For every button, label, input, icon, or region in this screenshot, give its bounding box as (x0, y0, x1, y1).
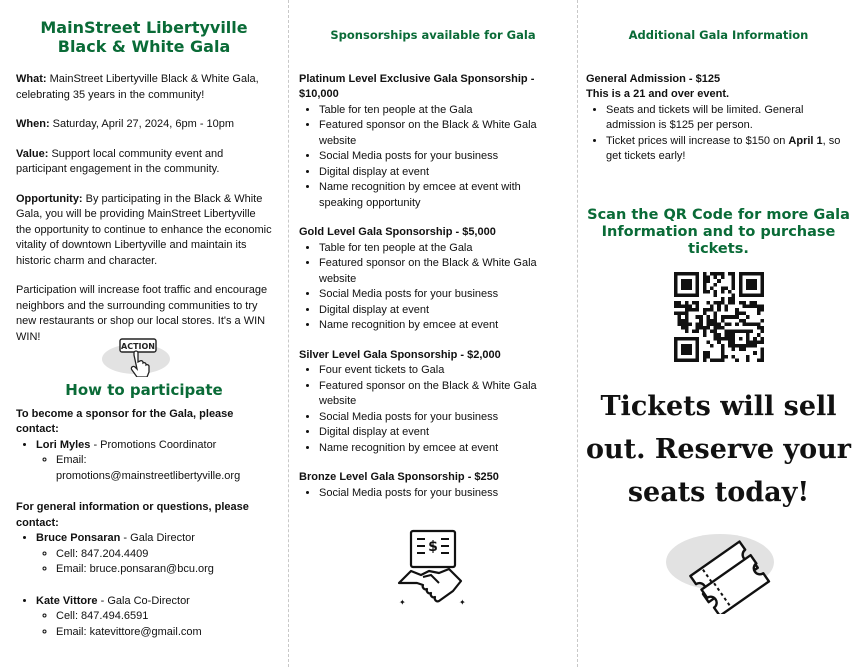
tier-benefit: • Name recognition by emcee at event (319, 318, 567, 334)
how-to-participate-heading: How to participate (65, 381, 223, 399)
tier-gold (299, 225, 567, 334)
contact-detail: ◦ Cell: 847.204.4409 (56, 547, 272, 563)
tier-title: Bronze Level Gala Sponsorship - $250 (299, 471, 499, 483)
tier-benefit: • Table for ten people at the Gala (319, 241, 567, 257)
when-paragraph (16, 117, 272, 133)
tier-benefit: • Table for ten people at the Gala (319, 103, 567, 119)
tier-benefit: • Four event tickets to Gala (319, 363, 567, 379)
sponsor-contacts-list (16, 438, 272, 485)
tier-benefit: • Name recognition by emcee at event with speaking opportunity (319, 180, 567, 211)
contact-role: - Promotions Coordinator (90, 438, 217, 451)
tier-benefit: • Featured sponsor on the Black & White Gala website (319, 379, 567, 410)
tier-title: Platinum Level Exclusive Gala Sponsorship - $10,000 (299, 72, 535, 100)
opportunity-text: By participating in the Black & White Gala, you will be providing MainStreet Libertyville the opportunity to continue to enhance the economic vitality of downtown Libertyville and maintain its historic charm and character. (16, 192, 272, 267)
tier-benefit: • Social Media posts for your business (319, 486, 567, 502)
tier-platinum (299, 72, 567, 212)
contact-role: - Gala Co-Director (97, 594, 190, 607)
admission-item: • Ticket prices will increase to $150 on April 1, so get tickets early! (606, 134, 851, 165)
tier-benefit: • Featured sponsor on the Black & White Gala website (319, 256, 567, 287)
tier-bronze (299, 470, 567, 501)
participation-paragraph: Participation will increase foot traffic and encourage neighbors and the surrounding communities to try new restaurants or shop our local stores. It's a WIN WIN! (16, 284, 268, 343)
contact-item (36, 438, 272, 485)
tickets-sell-out-text: Tickets will sell out. Reserve your seats today! (586, 391, 851, 508)
contact-name: Kate Vittore (36, 594, 98, 607)
tier-benefit: • Digital display at event (319, 165, 567, 181)
value-label: Value: (16, 147, 49, 160)
qr-code[interactable] (674, 272, 764, 362)
admission-list (586, 103, 851, 165)
tier-benefit: • Featured sponsor on the Black & White Gala website (319, 118, 567, 149)
opportunity-label: Opportunity: (16, 192, 83, 205)
contact-detail: ◦ Email: promotions@mainstreetlibertyville.org (56, 453, 272, 484)
general-contacts-list (16, 531, 272, 640)
contact-role: - Gala Director (120, 532, 195, 544)
value-paragraph (16, 147, 272, 178)
middle-panel (289, 0, 577, 667)
action-icon-wrap (16, 339, 272, 379)
admission-title: General Admission - $125 (586, 72, 721, 85)
when-text: Saturday, April 27, 2024, 6pm - 10pm (49, 118, 235, 130)
tier-benefit: • Digital display at event (319, 425, 567, 441)
gala-title: MainStreet Libertyville Black & White Gala (40, 18, 248, 56)
handshake-contract-icon (393, 527, 473, 611)
tier-benefit: • Social Media posts for your business (319, 287, 567, 303)
contact-detail: ◦ Cell: 847.494.6591 (56, 609, 272, 625)
action-hand-icon (100, 335, 180, 377)
tickets-icon (658, 524, 798, 614)
tier-benefit: • Social Media posts for your business (319, 410, 567, 426)
contact-detail: ◦ Email: bruce.ponsaran@bcu.org (56, 562, 272, 578)
svg-text:$: $ (428, 539, 438, 555)
additional-info-heading: Additional Gala Information (628, 28, 809, 42)
contact-item (36, 531, 272, 578)
sponsorships-heading: Sponsorships available for Gala (330, 28, 536, 42)
tier-title: Silver Level Gala Sponsorship - $2,000 (299, 348, 501, 361)
sponsor-contact-label: To become a sponsor for the Gala, please contact: (16, 407, 234, 435)
tickets-icon-wrap (586, 524, 851, 614)
what-text: MainStreet Libertyville Black & White Gala, celebrating 35 years in the community! (16, 73, 259, 101)
contact-name: Lori Myles (36, 438, 91, 451)
contact-item (36, 594, 272, 641)
right-panel (578, 0, 859, 667)
opportunity-paragraph (16, 192, 272, 270)
tier-benefit: • Digital display at event (319, 303, 567, 319)
left-panel (0, 0, 288, 667)
scan-qr-text: Scan the QR Code for more Gala Information and to purchase tickets. (587, 206, 850, 257)
action-icon-label: ACTION (121, 342, 155, 351)
tier-benefit: • Name recognition by emcee at event (319, 441, 567, 457)
what-paragraph (16, 72, 272, 103)
tier-benefit: • Social Media posts for your business (319, 149, 567, 165)
tier-silver (299, 348, 567, 457)
qr-code-wrap[interactable] (586, 272, 851, 368)
handshake-icon-wrap (299, 527, 567, 617)
svg-text:✦: ✦ (459, 598, 466, 607)
contact-detail: ◦ Email: katevittore@gmail.com (56, 625, 272, 641)
general-contact-label: For general information or questions, please contact: (16, 501, 249, 529)
what-label: What: (16, 73, 47, 85)
tier-title: Gold Level Gala Sponsorship - $5,000 (299, 226, 496, 238)
contact-name: Bruce Ponsaran (36, 532, 121, 544)
value-text: Support local community event and participant engagement in the community. (16, 147, 224, 175)
when-label: When: (16, 118, 50, 130)
svg-text:✦: ✦ (399, 598, 406, 607)
admission-item: • Seats and tickets will be limited. General admission is $125 per person. (606, 103, 851, 134)
age-note: This is a 21 and over event. (586, 88, 730, 100)
